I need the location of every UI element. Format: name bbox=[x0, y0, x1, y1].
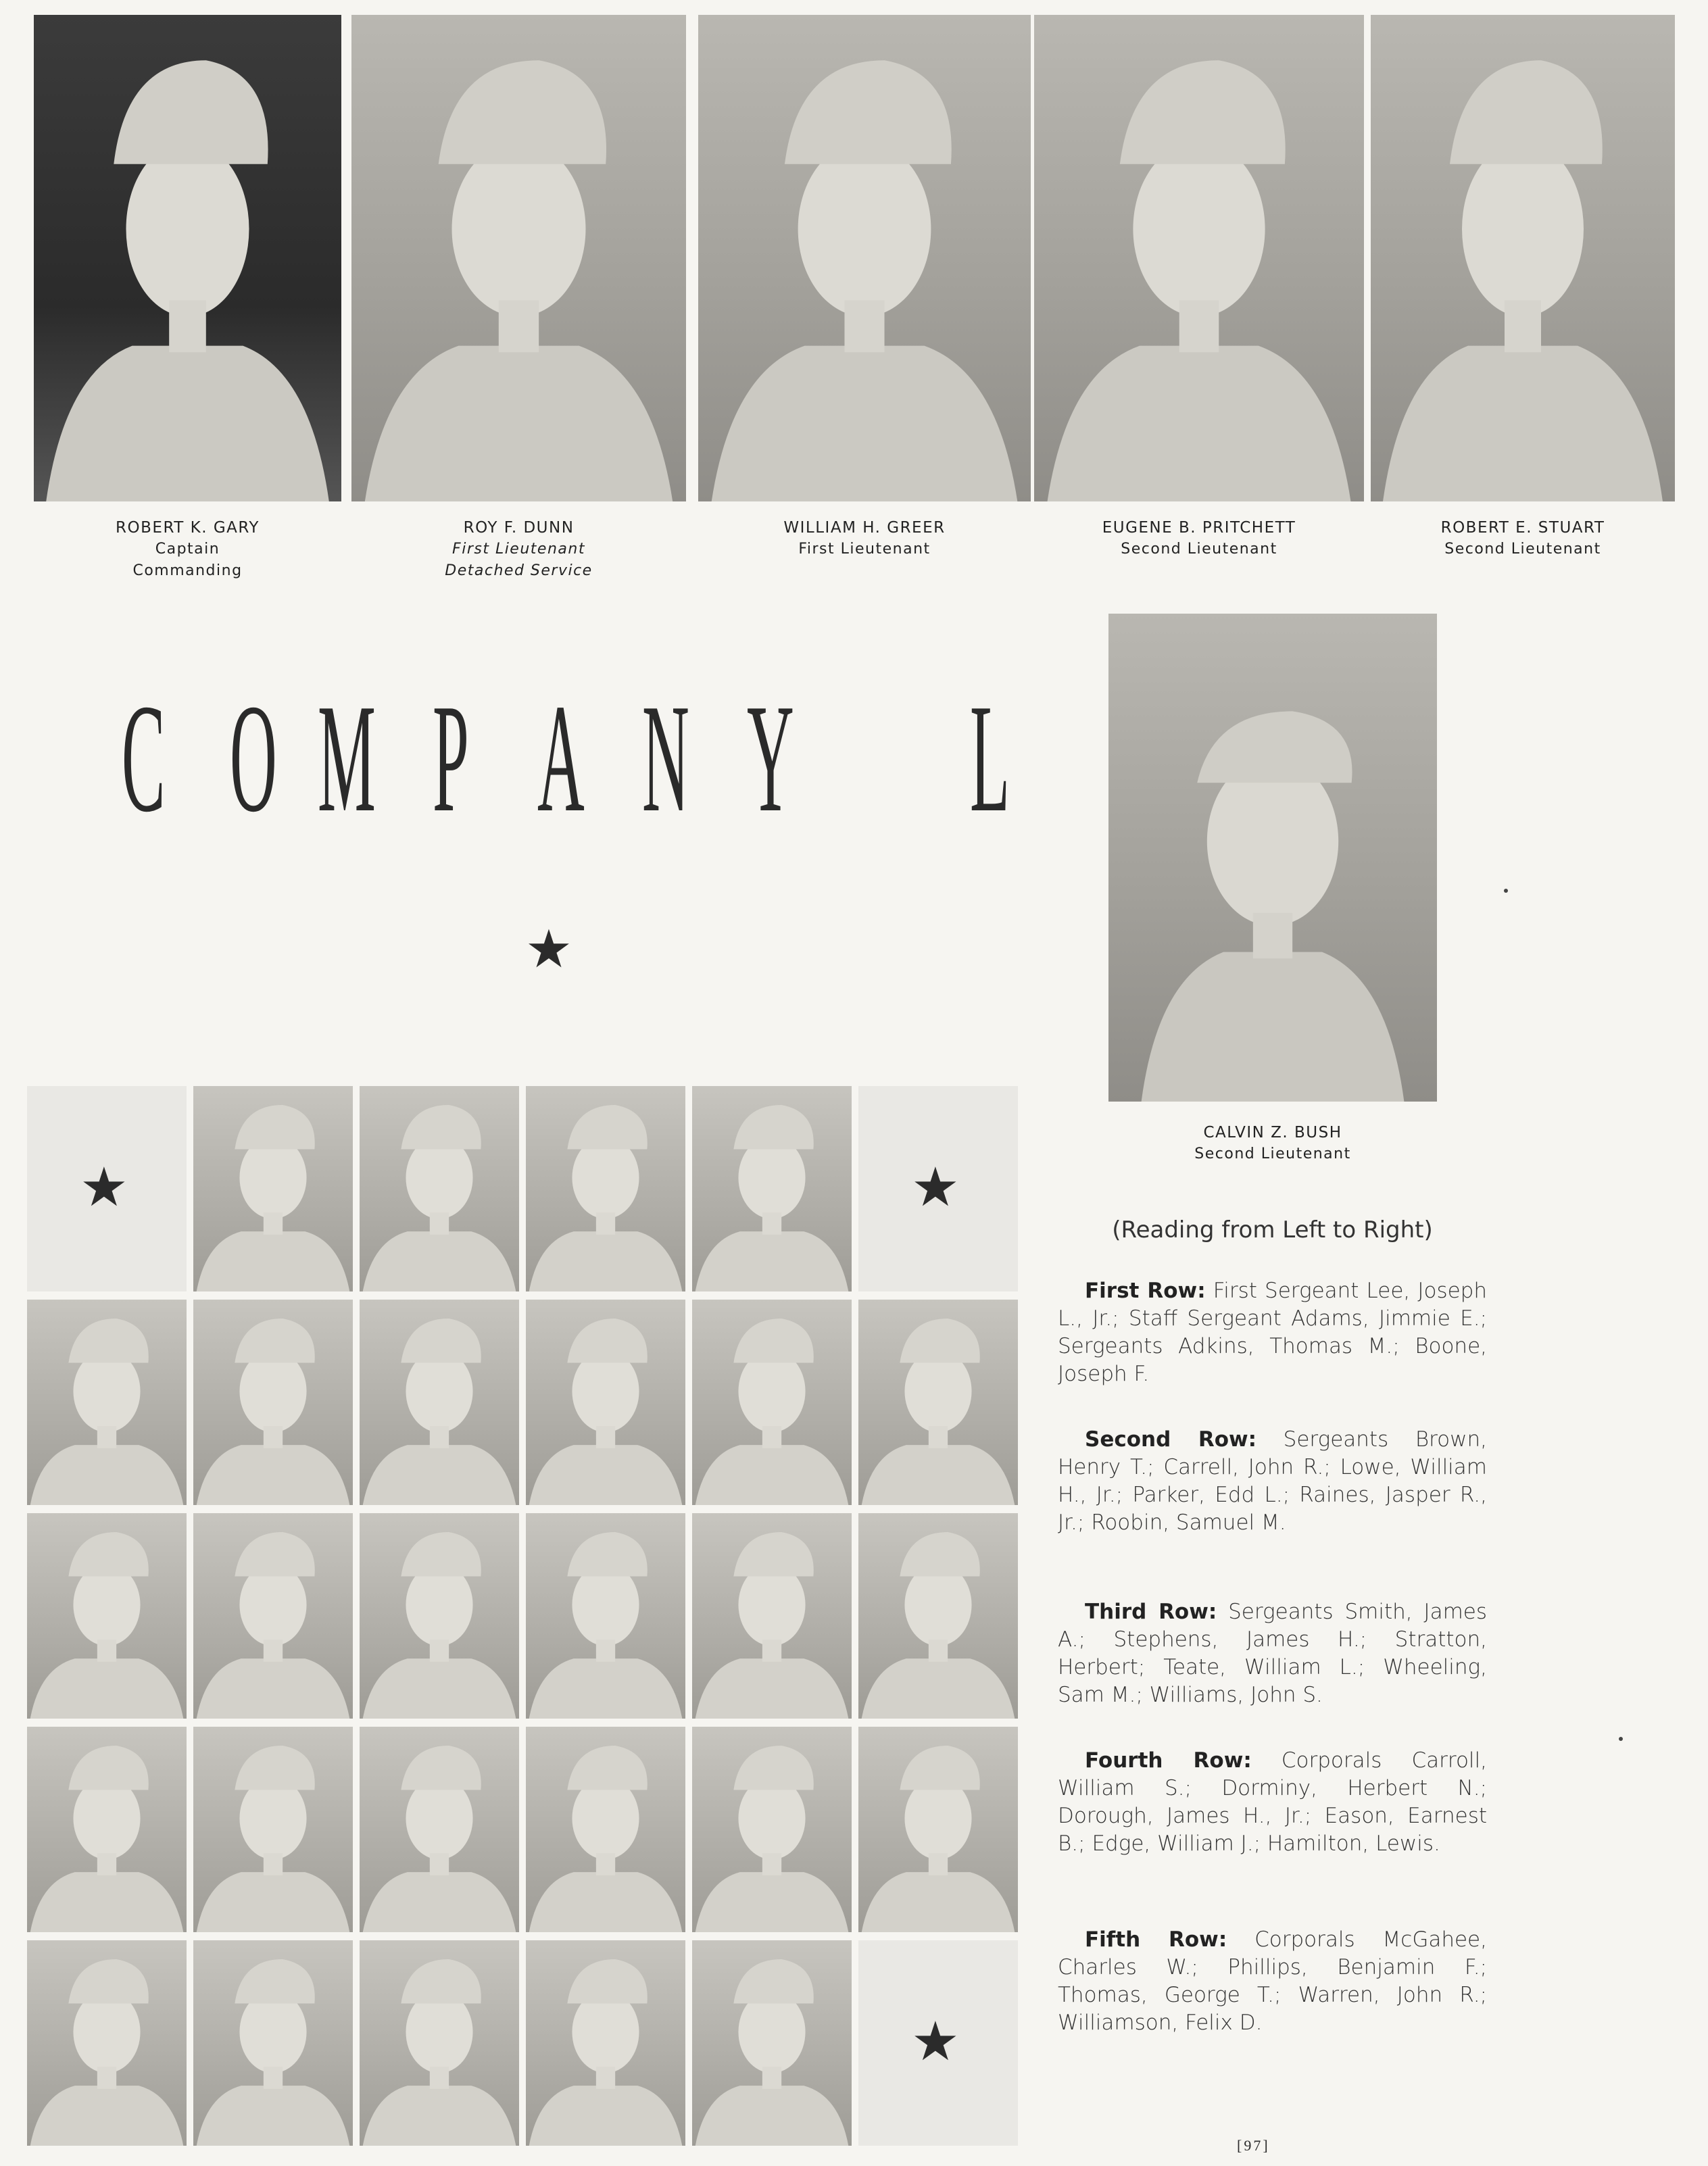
title-letter: L bbox=[970, 672, 1010, 844]
grid-star-cell bbox=[858, 1086, 1018, 1291]
officer-rank-line: Captain bbox=[155, 541, 220, 558]
officer-caption bbox=[1371, 517, 1675, 560]
featured-officer-photo bbox=[1108, 614, 1437, 1102]
grid-photo-cell bbox=[193, 1727, 353, 1932]
margin-mark bbox=[1619, 1737, 1623, 1741]
star-icon: ★ bbox=[80, 1156, 128, 1219]
officer-rank-line: Second Lieutenant bbox=[1121, 541, 1277, 558]
officer-caption bbox=[698, 517, 1031, 560]
star-icon: ★ bbox=[911, 1156, 960, 1219]
title-star-icon: ★ bbox=[525, 919, 572, 980]
officer-photo bbox=[698, 15, 1031, 501]
officer-photo bbox=[351, 15, 686, 501]
title-letter: O bbox=[230, 672, 277, 844]
roster-paragraph bbox=[1058, 1426, 1487, 1537]
portrait-silhouette bbox=[360, 1513, 519, 1719]
portrait-silhouette bbox=[27, 1940, 187, 2146]
grid-photo-cell bbox=[360, 1513, 519, 1719]
grid-photo-cell bbox=[360, 1940, 519, 2146]
grid-photo-cell bbox=[526, 1940, 685, 2146]
portrait-silhouette bbox=[526, 1086, 685, 1291]
officer-photo bbox=[1371, 15, 1675, 501]
portrait-silhouette bbox=[526, 1513, 685, 1719]
title-letter: M bbox=[318, 672, 376, 844]
featured-officer-caption bbox=[1108, 1122, 1437, 1165]
officer-rank-line: Second Lieutenant bbox=[1444, 541, 1601, 558]
grid-photo-cell bbox=[360, 1086, 519, 1291]
officer-caption bbox=[34, 517, 341, 582]
roster-row-names: Sergeants Brown, Henry T.; Carrell, John R.; Lowe, William H., Jr.; Parker, Edd L.; Raines, Jasper R., Jr.; Roobin, Samuel M. bbox=[1058, 1427, 1487, 1535]
portrait-silhouette bbox=[27, 1727, 187, 1932]
grid-photo-cell bbox=[858, 1300, 1018, 1505]
grid-star-cell bbox=[27, 1086, 187, 1291]
portrait-silhouette bbox=[858, 1513, 1018, 1719]
officer-name: WILLIAM H. GREER bbox=[783, 519, 946, 537]
officer-name: ROBERT E. STUART bbox=[1440, 519, 1605, 537]
roster-paragraph bbox=[1058, 1926, 1487, 2037]
featured-officer-rank: Second Lieutenant bbox=[1194, 1146, 1351, 1162]
portrait-silhouette bbox=[692, 1086, 852, 1291]
officer-photo bbox=[34, 15, 341, 501]
roster-row-label: Third Row: bbox=[1085, 1600, 1217, 1624]
grid-photo-cell bbox=[360, 1727, 519, 1932]
portrait-silhouette bbox=[858, 1300, 1018, 1505]
grid-photo-cell bbox=[27, 1727, 187, 1932]
officer-name: ROY F. DUNN bbox=[463, 519, 575, 537]
grid-photo-cell bbox=[692, 1513, 852, 1719]
page-number: [97] bbox=[1237, 2137, 1270, 2154]
portrait-silhouette bbox=[526, 1300, 685, 1505]
title-letter: Y bbox=[747, 672, 794, 844]
portrait-silhouette bbox=[692, 1513, 852, 1719]
grid-photo-cell bbox=[526, 1727, 685, 1932]
grid-photo-cell bbox=[27, 1513, 187, 1719]
roster-row-label: Fourth Row: bbox=[1085, 1748, 1252, 1773]
portrait-silhouette bbox=[27, 1513, 187, 1719]
portrait-silhouette bbox=[698, 15, 1031, 501]
portrait-silhouette bbox=[193, 1086, 353, 1291]
grid-photo-cell bbox=[858, 1727, 1018, 1932]
officer-rank-line: Commanding bbox=[132, 562, 243, 579]
roster-row-label: First Row: bbox=[1085, 1279, 1206, 1303]
portrait-silhouette bbox=[193, 1940, 353, 2146]
grid-photo-cell bbox=[360, 1300, 519, 1505]
officer-rank-line: Detached Service bbox=[445, 562, 593, 579]
title-letter: A bbox=[537, 672, 585, 844]
portrait-silhouette bbox=[1108, 614, 1437, 1102]
title-letter: C bbox=[122, 672, 166, 844]
roster-paragraph bbox=[1058, 1598, 1487, 1709]
roster-row-label: Fifth Row: bbox=[1085, 1927, 1227, 1952]
portrait-silhouette bbox=[1034, 15, 1364, 501]
roster-paragraph bbox=[1058, 1747, 1487, 1858]
portrait-silhouette bbox=[193, 1513, 353, 1719]
reading-note: (Reading from Left to Right) bbox=[1112, 1216, 1433, 1244]
grid-photo-cell bbox=[27, 1940, 187, 2146]
title-letter: N bbox=[642, 672, 689, 844]
featured-officer-name: CALVIN Z. BUSH bbox=[1203, 1124, 1342, 1141]
officer-name: EUGENE B. PRITCHETT bbox=[1102, 519, 1296, 537]
officer-caption bbox=[1034, 517, 1364, 560]
roster-row-names: Sergeants Smith, James A.; Stephens, James H.; Stratton, Herbert; Teate, William L.; Wheeling, Sam M.; Williams, John S. bbox=[1058, 1600, 1487, 1707]
roster-row-names: Corporals Carroll, William S.; Dorminy, Herbert N.; Dorough, James H., Jr.; Eason, Earnest B.; Edge, William J.; Hamilton, Lewis. bbox=[1058, 1748, 1487, 1856]
grid-photo-cell bbox=[858, 1513, 1018, 1719]
grid-photo-cell bbox=[692, 1300, 852, 1505]
star-icon: ★ bbox=[911, 2010, 960, 2073]
portrait-silhouette bbox=[360, 1086, 519, 1291]
portrait-silhouette bbox=[34, 15, 341, 501]
portrait-silhouette bbox=[526, 1940, 685, 2146]
grid-photo-cell bbox=[526, 1300, 685, 1505]
portrait-silhouette bbox=[526, 1727, 685, 1932]
grid-photo-cell bbox=[692, 1727, 852, 1932]
grid-photo-cell bbox=[692, 1086, 852, 1291]
grid-photo-cell bbox=[193, 1300, 353, 1505]
portrait-silhouette bbox=[351, 15, 686, 501]
officer-rank-line: First Lieutenant bbox=[452, 541, 585, 558]
portrait-silhouette bbox=[692, 1300, 852, 1505]
grid-star-cell bbox=[858, 1940, 1018, 2146]
roster-row-label: Second Row: bbox=[1085, 1427, 1257, 1452]
margin-mark bbox=[1504, 889, 1508, 893]
portrait-silhouette bbox=[858, 1727, 1018, 1932]
portrait-silhouette bbox=[360, 1727, 519, 1932]
grid-photo-cell bbox=[193, 1086, 353, 1291]
roster-row-names: First Sergeant Lee, Joseph L., Jr.; Staff Sergeant Adams, Jimmie E.; Sergeants Adkins, Thomas M.; Boone, Joseph F. bbox=[1058, 1279, 1487, 1386]
grid-photo-cell bbox=[193, 1940, 353, 2146]
portrait-silhouette bbox=[360, 1300, 519, 1505]
officer-photo bbox=[1034, 15, 1364, 501]
roster-row-names: Corporals McGahee, Charles W.; Phillips, Benjamin F.; Thomas, George T.; Warren, John R.; Williamson, Felix D. bbox=[1058, 1927, 1487, 2035]
officer-name: ROBERT K. GARY bbox=[116, 519, 260, 537]
roster-paragraph bbox=[1058, 1277, 1487, 1388]
portrait-silhouette bbox=[193, 1300, 353, 1505]
portrait-silhouette bbox=[193, 1727, 353, 1932]
portrait-silhouette bbox=[27, 1300, 187, 1505]
grid-photo-cell bbox=[27, 1300, 187, 1505]
grid-photo-cell bbox=[526, 1513, 685, 1719]
portrait-silhouette bbox=[692, 1727, 852, 1932]
grid-photo-cell bbox=[692, 1940, 852, 2146]
officer-caption bbox=[351, 517, 686, 582]
portrait-silhouette bbox=[692, 1940, 852, 2146]
grid-photo-cell bbox=[526, 1086, 685, 1291]
grid-photo-cell bbox=[193, 1513, 353, 1719]
portrait-silhouette bbox=[360, 1940, 519, 2146]
officer-rank-line: First Lieutenant bbox=[798, 541, 931, 558]
title-letter: P bbox=[433, 672, 469, 844]
portrait-silhouette bbox=[1371, 15, 1675, 501]
